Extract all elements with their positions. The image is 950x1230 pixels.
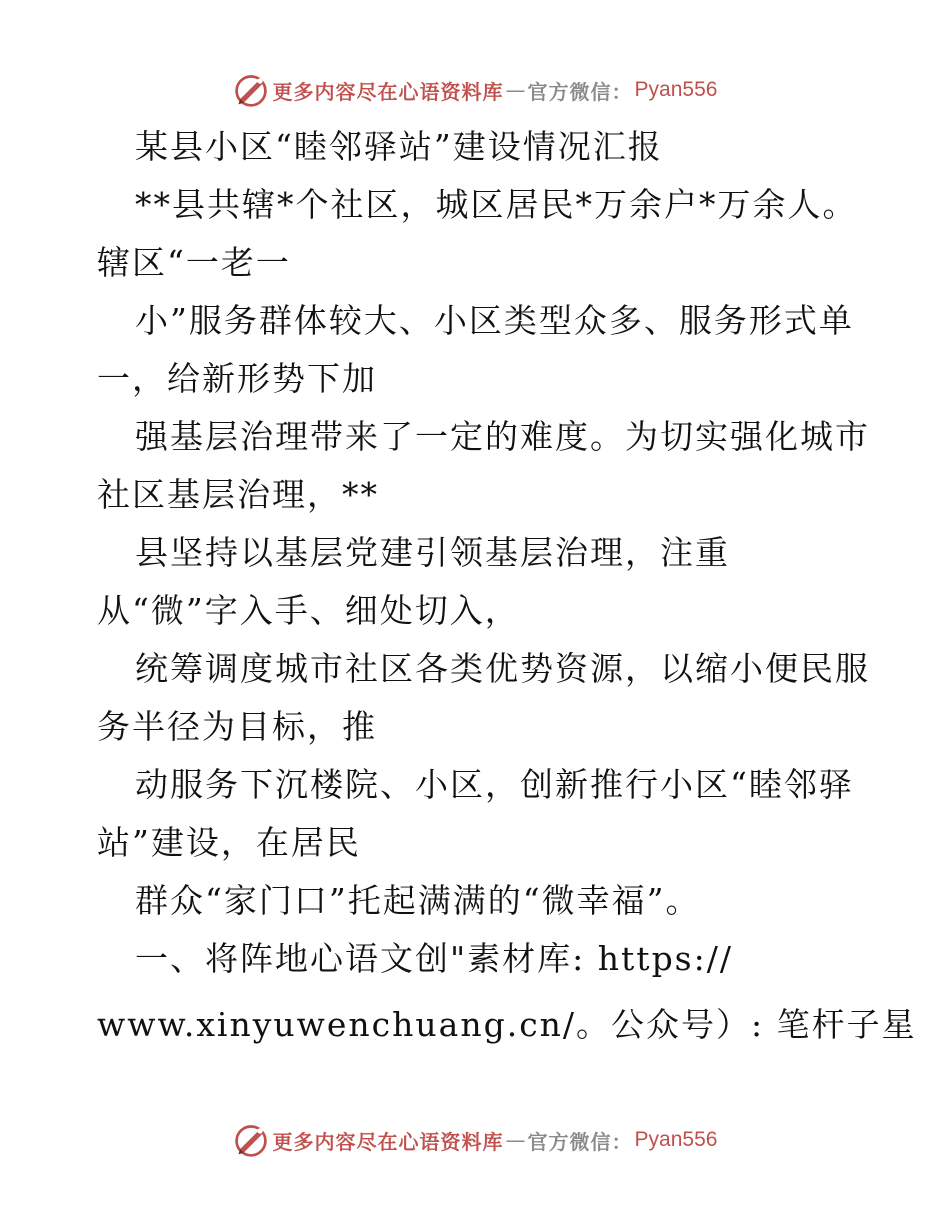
document-body bbox=[97, 118, 917, 1054]
banner-separator: — bbox=[505, 78, 526, 102]
text-line: 一、将阵地心语文创"素材库: https:// bbox=[135, 939, 733, 978]
banner-wechat-label: 官方微信： bbox=[527, 1129, 633, 1154]
banner-text: 更多内容尽在心语资料库 bbox=[272, 79, 504, 104]
text-line: 县坚持以基层党建引领基层治理，注重 bbox=[135, 533, 730, 572]
banner-separator: — bbox=[505, 1128, 526, 1152]
text-line: 站”建设，在居民 bbox=[97, 823, 361, 862]
footer-banner bbox=[0, 1120, 950, 1160]
pen-logo-icon bbox=[233, 72, 269, 108]
text-line: 一，给新形势下加 bbox=[97, 359, 377, 398]
text-line: 务半径为目标，推 bbox=[97, 707, 377, 746]
header-banner bbox=[0, 70, 950, 110]
text-line: 小”服务群体较大、小区类型众多、服务形式单 bbox=[135, 301, 854, 340]
banner-wechat-id: Pyan556 bbox=[634, 78, 718, 101]
text-line: 社区基层治理，** bbox=[97, 475, 379, 514]
url-line: www.xinyuwenchuang.cn/。公众号）: 笔杆子星 bbox=[97, 1005, 917, 1044]
banner-wechat-label: 官方微信： bbox=[527, 79, 633, 104]
banner-wechat-id: Pyan556 bbox=[634, 1128, 718, 1151]
text-line: **县共辖*个社区，城区居民*万余户*万余人。 bbox=[135, 185, 858, 224]
pen-logo-icon bbox=[233, 1122, 269, 1158]
text-line: 群众“家门口”托起满满的“微幸福”。 bbox=[135, 881, 701, 920]
text-line: 动服务下沉楼院、小区，创新推行小区“睦邻驿 bbox=[135, 765, 854, 804]
text-line: 强基层治理带来了一定的难度。为切实强化城市 bbox=[135, 417, 870, 456]
text-line: 辖区“一老一 bbox=[97, 243, 291, 282]
text-line: 统筹调度城市社区各类优势资源，以缩小便民服 bbox=[135, 649, 870, 688]
document-title: 某县小区“睦邻驿站”建设情况汇报 bbox=[135, 127, 663, 166]
banner-text: 更多内容尽在心语资料库 bbox=[272, 1129, 504, 1154]
text-line: 从“微”字入手、细处切入， bbox=[97, 591, 520, 630]
